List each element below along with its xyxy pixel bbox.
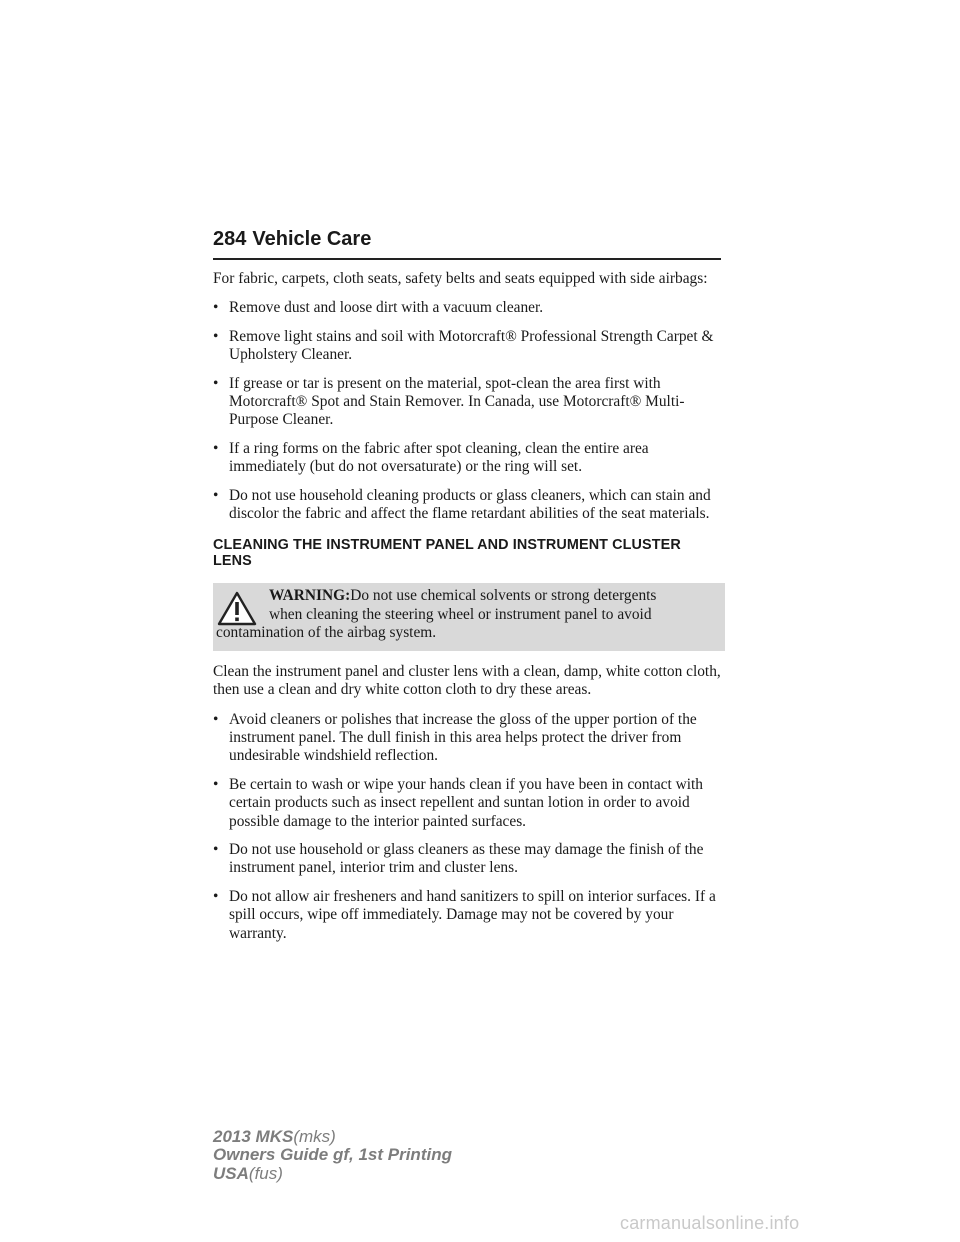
chapter-title: Vehicle Care [252,228,372,250]
list-item-text: Do not allow air fresheners and hand sanitizers to spill on interior surfaces. If a spill occurs, wipe off immediately. Damage may not be covered by your warranty. [229,887,716,942]
fabric-bullet-list [213,299,723,523]
list-item [213,841,723,878]
list-item [213,776,723,831]
site-watermark: carmanualsonline.info [620,1213,800,1233]
list-item [213,487,723,524]
list-item [213,328,723,365]
warning-line-1 [216,587,719,605]
bullet-glyph: • [213,439,219,457]
list-item [213,888,723,943]
footer-line-1 [213,1128,452,1146]
panel-intro: Clean the instrument panel and cluster lens with a clean, damp, white cotton cloth, then use a clean and dry white cotton cloth to dry these areas. [213,662,721,699]
footer-market-code: (fus) [248,1163,283,1183]
list-item [213,711,723,766]
list-item-text: Remove dust and loose dirt with a vacuum cleaner. [229,299,544,317]
header-rule [213,258,721,260]
section-heading: CLEANING THE INSTRUMENT PANEL AND INSTRUMENT CLUSTER LENS [213,537,681,570]
warning-triangle-icon [217,591,257,627]
panel-bullet-list [213,711,723,943]
footer-guide: Owners Guide gf, 1st Printing [213,1145,452,1165]
footer-model-code: (mks) [293,1127,336,1146]
list-item [213,375,723,430]
warning-line-3: contamination of the airbag system. [216,624,437,642]
bullet-glyph: • [213,887,219,905]
list-item-text: Do not use household or glass cleaners as these may damage the finish of the instrument panel, interior trim and cluster lens. [229,840,704,877]
bullet-glyph: • [213,374,219,392]
warning-line-2: when cleaning the steering wheel or instrument panel to avoid [269,605,652,623]
warning-text-1: Do not use chemical solvents or strong detergents [350,587,657,605]
list-item [213,299,723,317]
warning-label: WARNING: [269,587,351,605]
warning-box [213,583,725,650]
bullet-glyph: • [213,327,219,345]
footer-market: USA [213,1163,249,1183]
print-footer [213,1128,452,1183]
bullet-glyph: • [213,299,219,317]
bullet-glyph: • [213,710,219,728]
fabric-intro: For fabric, carpets, cloth seats, safety belts and seats equipped with side airbags: [213,270,708,287]
page-body [213,270,723,953]
list-item-text: Avoid cleaners or polishes that increase the gloss of the upper portion of the instrument panel. The dull finish in this area helps protect the driver from undesirable windshield reflection. [229,710,697,765]
list-item [213,440,723,477]
footer-line-2 [213,1146,452,1164]
footer-model: 2013 MKS [213,1127,294,1146]
list-item-text: Be certain to wash or wipe your hands clean if you have been in contact with certain products such as insect repellent and suntan lotion in order to avoid possible damage to the interior painted surfaces. [229,775,703,830]
footer-line-3 [213,1165,452,1183]
page-header [213,228,721,251]
list-item-text: If a ring forms on the fabric after spot cleaning, clean the entire area immediately (but do not oversaturate) or the ring will set. [229,439,649,476]
page-number: 284 [213,228,247,250]
list-item-text: Remove light stains and soil with Motorcraft® Professional Strength Carpet & Upholstery Cleaner. [229,327,714,364]
list-item-text: Do not use household cleaning products or glass cleaners, which can stain and discolor the fabric and affect the flame retardant abilities of the seat materials. [229,486,711,523]
list-item-text: If grease or tar is present on the material, spot-clean the area first with Motorcraft® Spot and Stain Remover. In Canada, use Motorcraft® Multi-Purpose Cleaner. [229,374,685,429]
bullet-glyph: • [213,840,219,858]
bullet-glyph: • [213,775,219,793]
bullet-glyph: • [213,486,219,504]
